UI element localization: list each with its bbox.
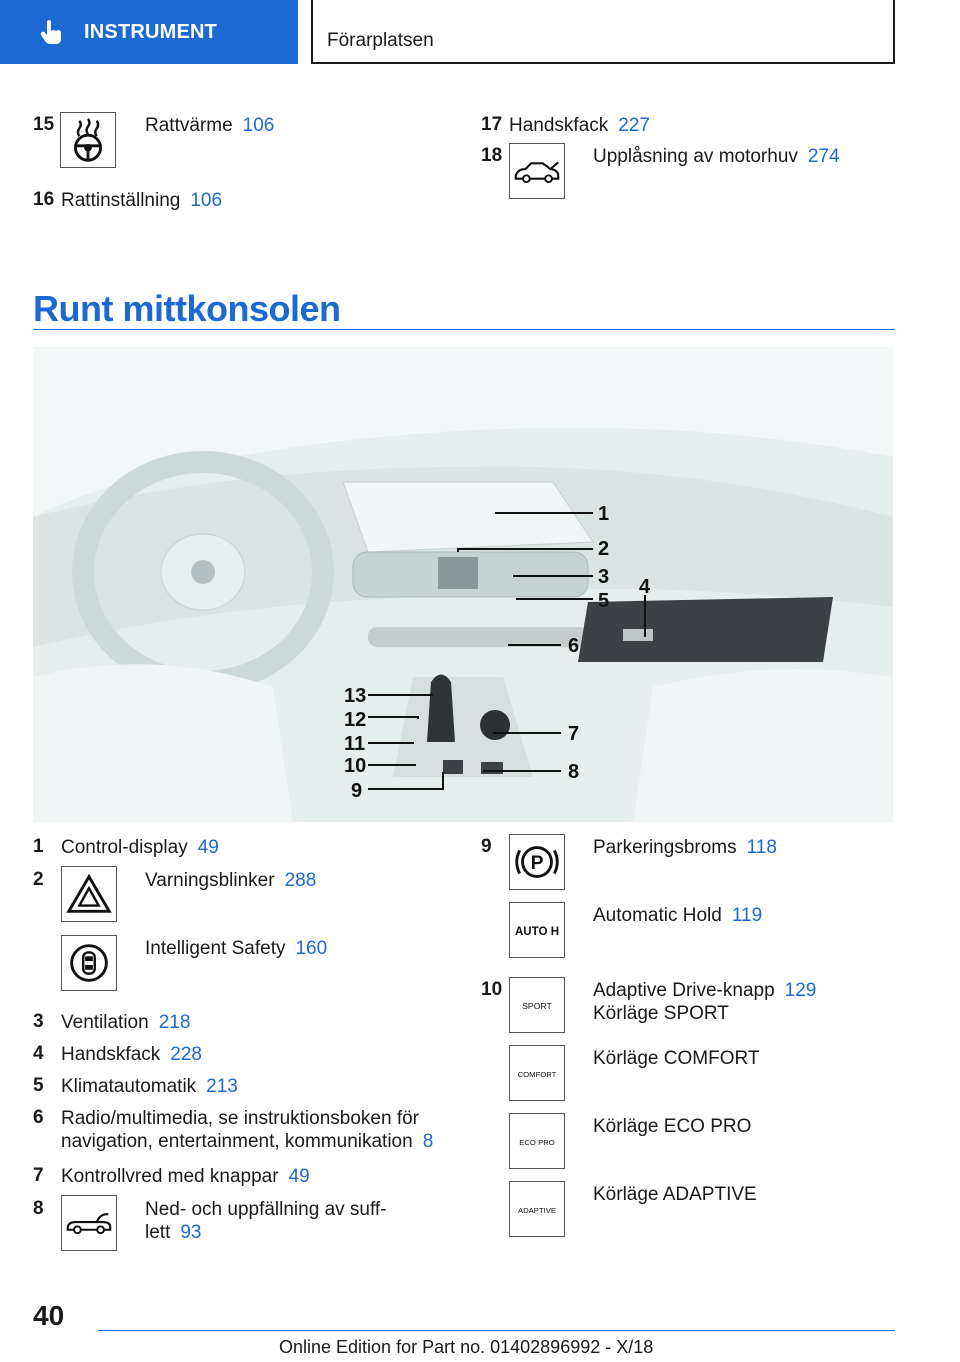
callout-7: 7: [568, 723, 580, 745]
footer-divider: [98, 1330, 895, 1331]
item-number: 9: [481, 836, 492, 857]
list-item: Körläge ADAPTIVE: [593, 1184, 757, 1205]
list-item: Rattvärme 106: [145, 115, 275, 136]
cockpit-photo: [33, 347, 893, 822]
page-link[interactable]: 274: [807, 146, 840, 167]
list-item: Klimatautomatik 213: [61, 1076, 238, 1097]
auto-hold-icon: [509, 902, 565, 958]
page-link[interactable]: 49: [197, 837, 219, 858]
comfort-mode-icon: [509, 1045, 565, 1101]
callout-8: 8: [568, 761, 580, 783]
parking-brake-icon: [509, 834, 565, 890]
item-number: 5: [33, 1075, 44, 1096]
intelligent-safety-icon: [61, 935, 117, 991]
item-number: 10: [481, 979, 503, 1000]
page-link[interactable]: 228: [170, 1044, 202, 1065]
list-item: Kontrollvred med knappar 49: [61, 1166, 310, 1187]
item-number: 2: [33, 869, 44, 890]
heated-steering-wheel-icon: [60, 112, 116, 168]
list-item: Intelligent Safety 160: [145, 938, 328, 959]
item-number: 18: [481, 145, 503, 166]
item-number: 1: [33, 836, 44, 857]
page-link[interactable]: 227: [618, 115, 650, 136]
list-item: Handskfack 228: [61, 1044, 202, 1065]
adaptive-icon-text: ADAPTIVE: [517, 1205, 557, 1215]
page-link[interactable]: 288: [284, 870, 317, 891]
heading-divider: [33, 329, 895, 330]
item-number: 15: [33, 114, 55, 135]
list-item: Upplåsning av motorhuv 274: [593, 146, 840, 167]
item-number: 16: [33, 189, 55, 210]
footer-text: Online Edition for Part no. 01402896992 - X/18: [279, 1337, 654, 1357]
item-number: 7: [33, 1165, 44, 1186]
list-item: Rattinställning 106: [61, 190, 223, 211]
callout-4: 4: [639, 576, 651, 598]
page-link[interactable]: 160: [295, 938, 328, 959]
subsection-box: [311, 0, 895, 64]
page-link[interactable]: 106: [242, 115, 275, 136]
list-item: Handskfack 227: [509, 115, 650, 136]
page-link[interactable]: 8: [422, 1131, 434, 1152]
pointing-hand-icon: [36, 17, 66, 47]
list-item: Ventilation 218: [61, 1012, 191, 1033]
page-link[interactable]: 93: [180, 1222, 202, 1243]
callout-3: 3: [598, 566, 610, 588]
list-item: Varningsblinker 288: [145, 870, 317, 891]
page-link[interactable]: 218: [158, 1012, 191, 1033]
list-item: Adaptive Drive-knapp 129 Körläge SPORT: [593, 980, 817, 1024]
callout-5: 5: [598, 590, 610, 612]
page-link[interactable]: 106: [190, 190, 223, 211]
callout-9: 9: [351, 780, 363, 802]
sport-mode-icon: [509, 977, 565, 1033]
eco-pro-mode-icon: [509, 1113, 565, 1169]
hazard-warning-icon: [61, 866, 117, 922]
section-heading: Runt mittkonsolen: [33, 288, 341, 329]
list-item: Körläge ECO PRO: [593, 1116, 752, 1137]
callout-10: 10: [344, 755, 367, 777]
cockpit-illustration: [33, 347, 893, 822]
page-link[interactable]: 119: [731, 905, 763, 926]
convertible-top-icon: [61, 1195, 117, 1251]
item-number: 6: [33, 1107, 44, 1128]
section-tab: [0, 0, 298, 64]
sport-icon-text: SPORT: [522, 1000, 552, 1011]
svg-text:P: P: [530, 852, 544, 874]
page-link[interactable]: 213: [206, 1076, 238, 1097]
item-number: 17: [481, 114, 503, 135]
page-link[interactable]: 118: [746, 837, 777, 858]
car-hood-icon: [509, 143, 565, 199]
list-item: Automatic Hold 119: [593, 905, 763, 926]
item-number: 8: [33, 1198, 44, 1219]
item-number: 3: [33, 1011, 44, 1032]
comfort-icon-text: COMFORT: [517, 1069, 557, 1079]
list-item: Control-display 49: [61, 837, 219, 858]
callout-6: 6: [568, 635, 580, 657]
section-title: INSTRUMENT: [84, 20, 218, 43]
page-number: 40: [33, 1300, 65, 1331]
callout-2: 2: [598, 538, 610, 560]
adaptive-mode-icon: [509, 1181, 565, 1237]
list-item: Parkeringsbroms 118: [593, 837, 777, 858]
callout-1: 1: [598, 503, 610, 525]
list-item: Ned- och uppfällning av suff- lett 93: [145, 1199, 387, 1243]
eco-pro-icon-text: ECO PRO: [519, 1137, 555, 1147]
callout-13: 13: [344, 685, 367, 707]
page-link[interactable]: 49: [288, 1166, 310, 1187]
list-item: Körläge COMFORT: [593, 1048, 760, 1069]
callout-12: 12: [344, 709, 367, 731]
item-number: 4: [33, 1043, 44, 1064]
page-link[interactable]: 129: [784, 980, 817, 1001]
subsection-title: Förarplatsen: [327, 30, 434, 51]
list-item: Radio/multimedia, se instruktionsboken för navigation, entertainment, kommunikation 8: [61, 1108, 434, 1152]
callout-11: 11: [344, 733, 366, 755]
auto-hold-icon-text: AUTO H: [514, 925, 560, 938]
